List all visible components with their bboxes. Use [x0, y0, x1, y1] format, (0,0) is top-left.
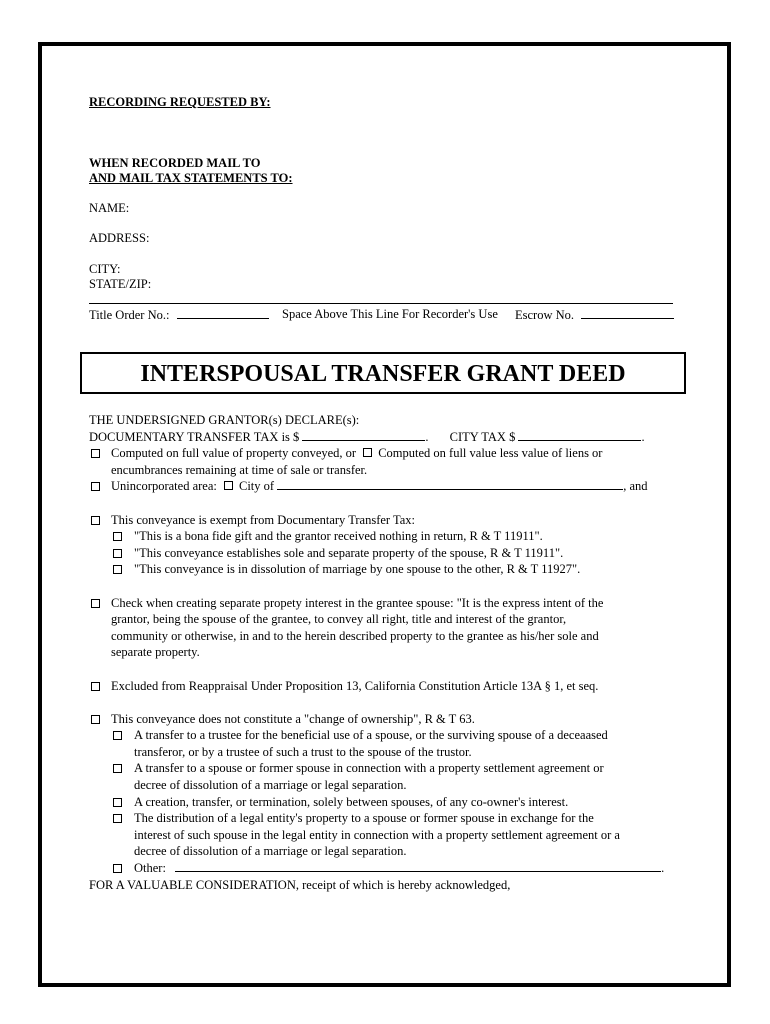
consideration-line: FOR A VALUABLE CONSIDERATION, receipt of which is hereby acknowledged,: [89, 877, 511, 892]
city-tax-blank[interactable]: [518, 429, 641, 441]
trustee-option: [89, 727, 679, 744]
separate-interest-text-2: grantor, being the spouse of the grantee, to convey all right, title and interest of the grantor,: [111, 612, 567, 627]
separate-property-checkbox[interactable]: [113, 549, 122, 558]
exempt-checkbox[interactable]: [91, 516, 100, 525]
dissolution-label: "This conveyance is in dissolution of marriage by one spouse to the other, R & T 11927".: [134, 562, 581, 577]
escrow-blank[interactable]: [581, 307, 674, 319]
no-change-checkbox[interactable]: [91, 715, 100, 724]
state-zip-label: STATE/ZIP:: [89, 277, 152, 291]
legal-entity-checkbox[interactable]: [113, 814, 122, 823]
recorder-divider-line: [89, 303, 673, 304]
computed-less-continuation: encumbrances remaining at time of sale or transfer.: [111, 462, 368, 477]
recorder-space-note: Space Above This Line For Recorder's Use: [282, 307, 498, 321]
settlement-text-2: decree of dissolution of a marriage or legal separation.: [134, 778, 407, 793]
trustee-text-1: A transfer to a trustee for the beneficial use of a spouse, or the surviving spouse of a deceaased: [134, 728, 608, 743]
legal-entity-text-2: interest of such spouse in the legal entity in connection with a property settlement agreement or a: [134, 827, 620, 842]
city-of-label: City of: [238, 479, 275, 494]
legal-entity-text-3: decree of dissolution of a marriage or legal separation.: [134, 844, 407, 859]
and-label: , and: [623, 479, 648, 494]
title-order-field[interactable]: [89, 307, 269, 323]
separate-interest-text-4: separate property.: [111, 645, 200, 660]
computed-full-label: Computed on full value of property conveyed, or: [111, 446, 357, 461]
co-owner-option: [89, 794, 679, 811]
exempt-option-gift: [89, 528, 679, 545]
recording-requested-by: RECORDING REQUESTED BY:: [89, 95, 271, 109]
city-label: CITY:: [89, 262, 121, 276]
computed-less-checkbox[interactable]: [363, 448, 372, 457]
other-label: Other:: [134, 861, 166, 876]
transfer-tax-line: DOCUMENTARY TRANSFER TAX is $ . CITY TAX $ .: [89, 429, 645, 444]
exempt-item: [89, 512, 679, 529]
legal-entity-option: [89, 810, 679, 827]
trustee-text-2: transferor, or by a trustee of such a trust to the spouse of the trustor.: [134, 744, 472, 759]
grantor-declaration: THE UNDERSIGNED GRANTOR(s) DECLARE(s):: [89, 413, 360, 427]
transfer-tax-blank[interactable]: [302, 429, 425, 441]
deed-title: INTERSPOUSAL TRANSFER GRANT DEED: [140, 361, 626, 387]
area-line: [89, 478, 679, 495]
mail-to-line1: WHEN RECORDED MAIL TO: [89, 156, 261, 170]
separate-interest-item: [89, 595, 679, 612]
other-blank[interactable]: [175, 860, 661, 872]
co-owner-checkbox[interactable]: [113, 798, 122, 807]
computed-less-label: Computed on full value less value of liens or: [378, 446, 603, 461]
trustee-checkbox[interactable]: [113, 731, 122, 740]
dissolution-checkbox[interactable]: [113, 565, 122, 574]
exempt-label: This conveyance is exempt from Documentary Transfer Tax:: [111, 512, 416, 527]
unincorporated-checkbox[interactable]: [91, 482, 100, 491]
city-tax-label: CITY TAX $: [449, 429, 516, 444]
name-label: NAME:: [89, 201, 130, 215]
separate-interest-text-3: community or otherwise, in and to the herein described property to the grantee as his/her sole and: [111, 628, 599, 643]
separate-interest-text-1: Check when creating separate propety interest in the grantee spouse: "It is the express intent of the: [111, 595, 604, 610]
legal-entity-text-1: The distribution of a legal entity's property to a spouse or former spouse in exchange for the: [134, 811, 594, 826]
exempt-option-separate: [89, 545, 679, 562]
separate-interest-checkbox[interactable]: [91, 599, 100, 608]
co-owner-text: A creation, transfer, or termination, solely between spouses, of any co-owner's interest.: [134, 794, 569, 809]
mail-to-line2: AND MAIL TAX STATEMENTS TO:: [89, 171, 293, 185]
exempt-option-dissolution: [89, 561, 679, 578]
transfer-tax-label: DOCUMENTARY TRANSFER TAX is $: [89, 429, 300, 444]
excluded-item: [89, 678, 679, 695]
other-option: Other: .: [89, 860, 679, 877]
city-of-blank[interactable]: [277, 478, 623, 490]
computed-full-checkbox[interactable]: [91, 449, 100, 458]
deed-body: [89, 412, 679, 893]
settlement-text-1: A transfer to a spouse or former spouse in connection with a property settlement agreement or: [134, 761, 604, 776]
title-order-blank[interactable]: [177, 307, 269, 319]
excluded-label: Excluded from Reappraisal Under Proposition 13, California Constitution Article 13A § 1, et seq.: [111, 678, 599, 693]
title-box: [80, 352, 686, 394]
other-checkbox[interactable]: [113, 864, 122, 873]
settlement-checkbox[interactable]: [113, 764, 122, 773]
escrow-field[interactable]: [515, 307, 674, 323]
excluded-checkbox[interactable]: [91, 682, 100, 691]
escrow-label: Escrow No.: [515, 308, 575, 322]
computed-option-line: [89, 445, 679, 462]
separate-property-label: "This conveyance establishes sole and separate property of the spouse, R & T 11911".: [134, 545, 564, 560]
settlement-option: [89, 760, 679, 777]
no-change-item: [89, 711, 679, 728]
gift-label: "This is a bona fide gift and the grantor received nothing in return, R & T 11911".: [134, 529, 543, 544]
unincorporated-label: Unincorporated area:: [111, 479, 217, 494]
address-label: ADDRESS:: [89, 231, 150, 245]
title-order-label: Title Order No.:: [89, 308, 170, 322]
no-change-label: This conveyance does not constitute a "change of ownership", R & T 63.: [111, 711, 475, 726]
city-of-checkbox[interactable]: [224, 481, 233, 490]
gift-checkbox[interactable]: [113, 532, 122, 541]
